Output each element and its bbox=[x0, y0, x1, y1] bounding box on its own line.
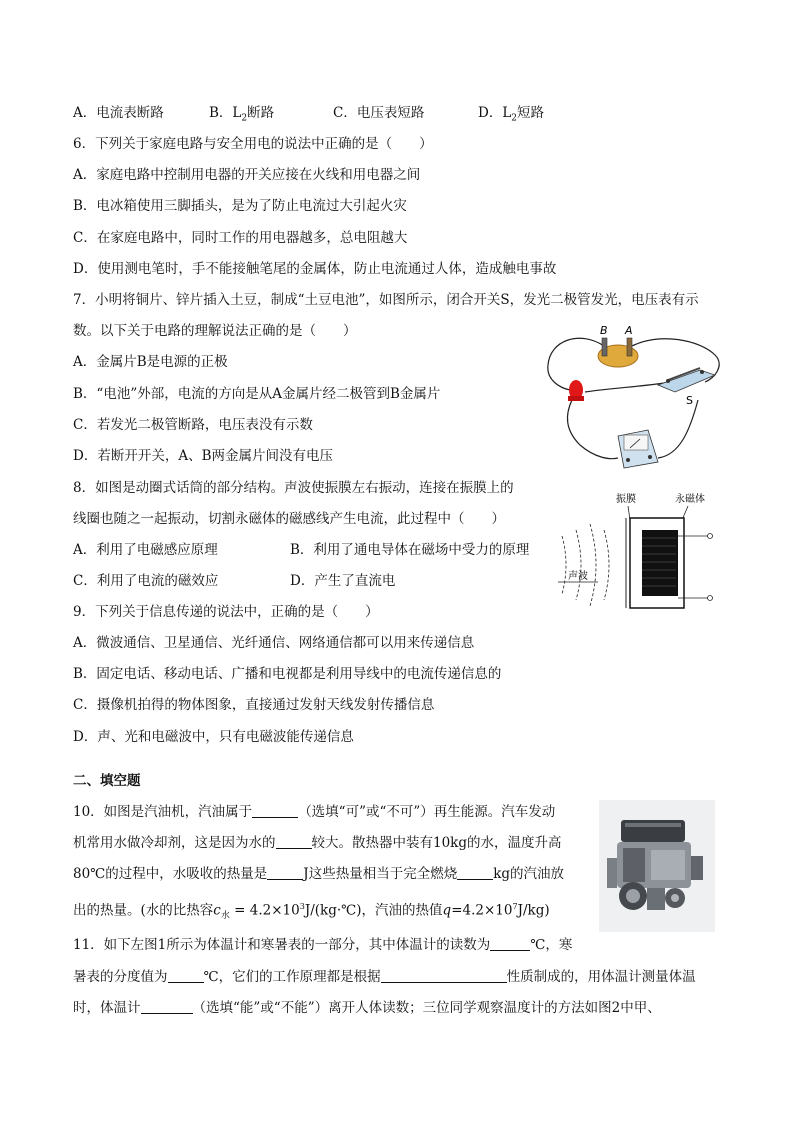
q9-option-c: C．摄像机拍得的物体图象，直接通过发射天线发射传播信息 bbox=[73, 697, 435, 713]
q8-stem-line2: 线圈也随之一起振动，切割永磁体的磁感线产生电流，此过程中（ ） bbox=[73, 511, 505, 527]
q7-option-c: C．若发光二极管断路，电压表没有示数 bbox=[73, 417, 313, 433]
q5-option-a: A．电流表断路 bbox=[73, 105, 164, 121]
q11-line1: 11．如下左图1所示为体温计和寒暑表的一部分，其中体温计的读数为 ℃，寒 bbox=[73, 937, 573, 953]
q8-option-d: D．产生了直流电 bbox=[290, 573, 396, 589]
q10-line4: 出的热量。(水的比热容$c_水$ = $4.2\times 10^3J/(kg\cdot℃)$，汽油的热值$q=4.2\times 10^7J/kg$) bbox=[73, 902, 550, 922]
q10-blank-1[interactable] bbox=[252, 802, 298, 818]
label-diaphragm: 振膜 bbox=[616, 494, 636, 505]
q6-option-c: C．在家庭电路中，同时工作的用电器越多，总电阻越大 bbox=[73, 230, 408, 246]
q10-blank-4[interactable] bbox=[457, 864, 493, 880]
q10-blank-2[interactable] bbox=[276, 833, 312, 849]
section-fill-in-heading: 二、填空题 bbox=[73, 773, 141, 789]
q5-option-c: C．电压表短路 bbox=[333, 105, 425, 121]
q6-option-b: B．电冰箱使用三脚插头，是为了防止电流过大引起火灾 bbox=[73, 198, 407, 214]
q8-option-b: B．利用了通电导体在磁场中受力的原理 bbox=[290, 542, 530, 558]
dynamic-microphone-figure bbox=[558, 490, 718, 612]
q11-blank-3[interactable] bbox=[381, 967, 507, 983]
q9-stem: 9．下列关于信息传递的说法中，正确的是（ ） bbox=[73, 604, 379, 620]
label-permanent-magnet: 永磁体 bbox=[675, 494, 705, 505]
q7-option-d: D．若断开开关，A、B两金属片间没有电压 bbox=[73, 448, 333, 464]
label-sound-wave: 声波 bbox=[568, 571, 588, 582]
label-switch-s: S bbox=[686, 394, 693, 407]
q7-option-a: A．金属片B是电源的正极 bbox=[73, 354, 228, 370]
q11-blank-1[interactable] bbox=[490, 935, 530, 951]
q11-line3: 时，体温计 （选填“能”或“不能”）离开人体读数；三位同学观察温度计的方法如图2中甲、 bbox=[73, 1000, 661, 1016]
q6-stem: 6．下列关于家庭电路与安全用电的说法中正确的是（ ） bbox=[73, 136, 433, 152]
q10-line2: 机常用水做冷却剂，这是因为水的 较大。散热器中装有10kg的水，温度升高 bbox=[73, 835, 562, 851]
q11-line2: 暑表的分度值为 ℃，它们的工作原理都是根据 性质制成的，用体温计测量体温 bbox=[73, 969, 696, 985]
label-plate-a: A bbox=[625, 324, 633, 337]
q10-line3: 80℃的过程中，水吸收的热量是 J这些热量相当于完全燃烧 kg的汽油放 bbox=[73, 866, 565, 882]
q8-option-c: C．利用了电流的磁效应 bbox=[73, 573, 219, 589]
q5-option-b: B．$L_2$断路 bbox=[209, 105, 275, 124]
q5-option-d: D．$L_2$短路 bbox=[478, 105, 545, 124]
potato-battery-circuit-figure bbox=[540, 320, 730, 472]
q8-option-a: A．利用了电磁感应原理 bbox=[73, 542, 218, 558]
q11-blank-4[interactable] bbox=[141, 998, 193, 1014]
q7-stem-line1: 7．小明将铜片、锌片插入土豆，制成“土豆电池”，如图所示，闭合开关S，发光二极管发光，电压表有示 bbox=[73, 292, 699, 308]
q7-stem-line2: 数。以下关于电路的理解说法正确的是（ ） bbox=[73, 323, 357, 339]
q11-blank-2[interactable] bbox=[168, 967, 204, 983]
q8-stem-line1: 8．如图是动圈式话筒的部分结构。声波使振膜左右振动，连接在振膜上的 bbox=[73, 480, 514, 496]
q10-blank-3[interactable] bbox=[267, 864, 303, 880]
q6-option-d: D．使用测电笔时，手不能接触笔尾的金属体，防止电流通过人体，造成触电事故 bbox=[73, 261, 557, 277]
q10-line1: 10．如图是汽油机，汽油属于 （选填“可”或“不可”）再生能源。汽车发动 bbox=[73, 804, 556, 820]
label-plate-b: B bbox=[600, 324, 608, 337]
q7-option-b: B．“电池”外部，电流的方向是从A金属片经二极管到B金属片 bbox=[73, 386, 441, 402]
q6-option-a: A．家庭电路中控制用电器的开关应接在火线和用电器之间 bbox=[73, 167, 421, 183]
q9-option-d: D．声、光和电磁波中，只有电磁波能传递信息 bbox=[73, 729, 354, 745]
q9-option-b: B．固定电话、移动电话、广播和电视都是利用导线中的电流传递信息的 bbox=[73, 666, 502, 682]
q9-option-a: A．微波通信、卫星通信、光纤通信、网络通信都可以用来传递信息 bbox=[73, 635, 475, 651]
gasoline-engine-figure bbox=[599, 800, 715, 932]
